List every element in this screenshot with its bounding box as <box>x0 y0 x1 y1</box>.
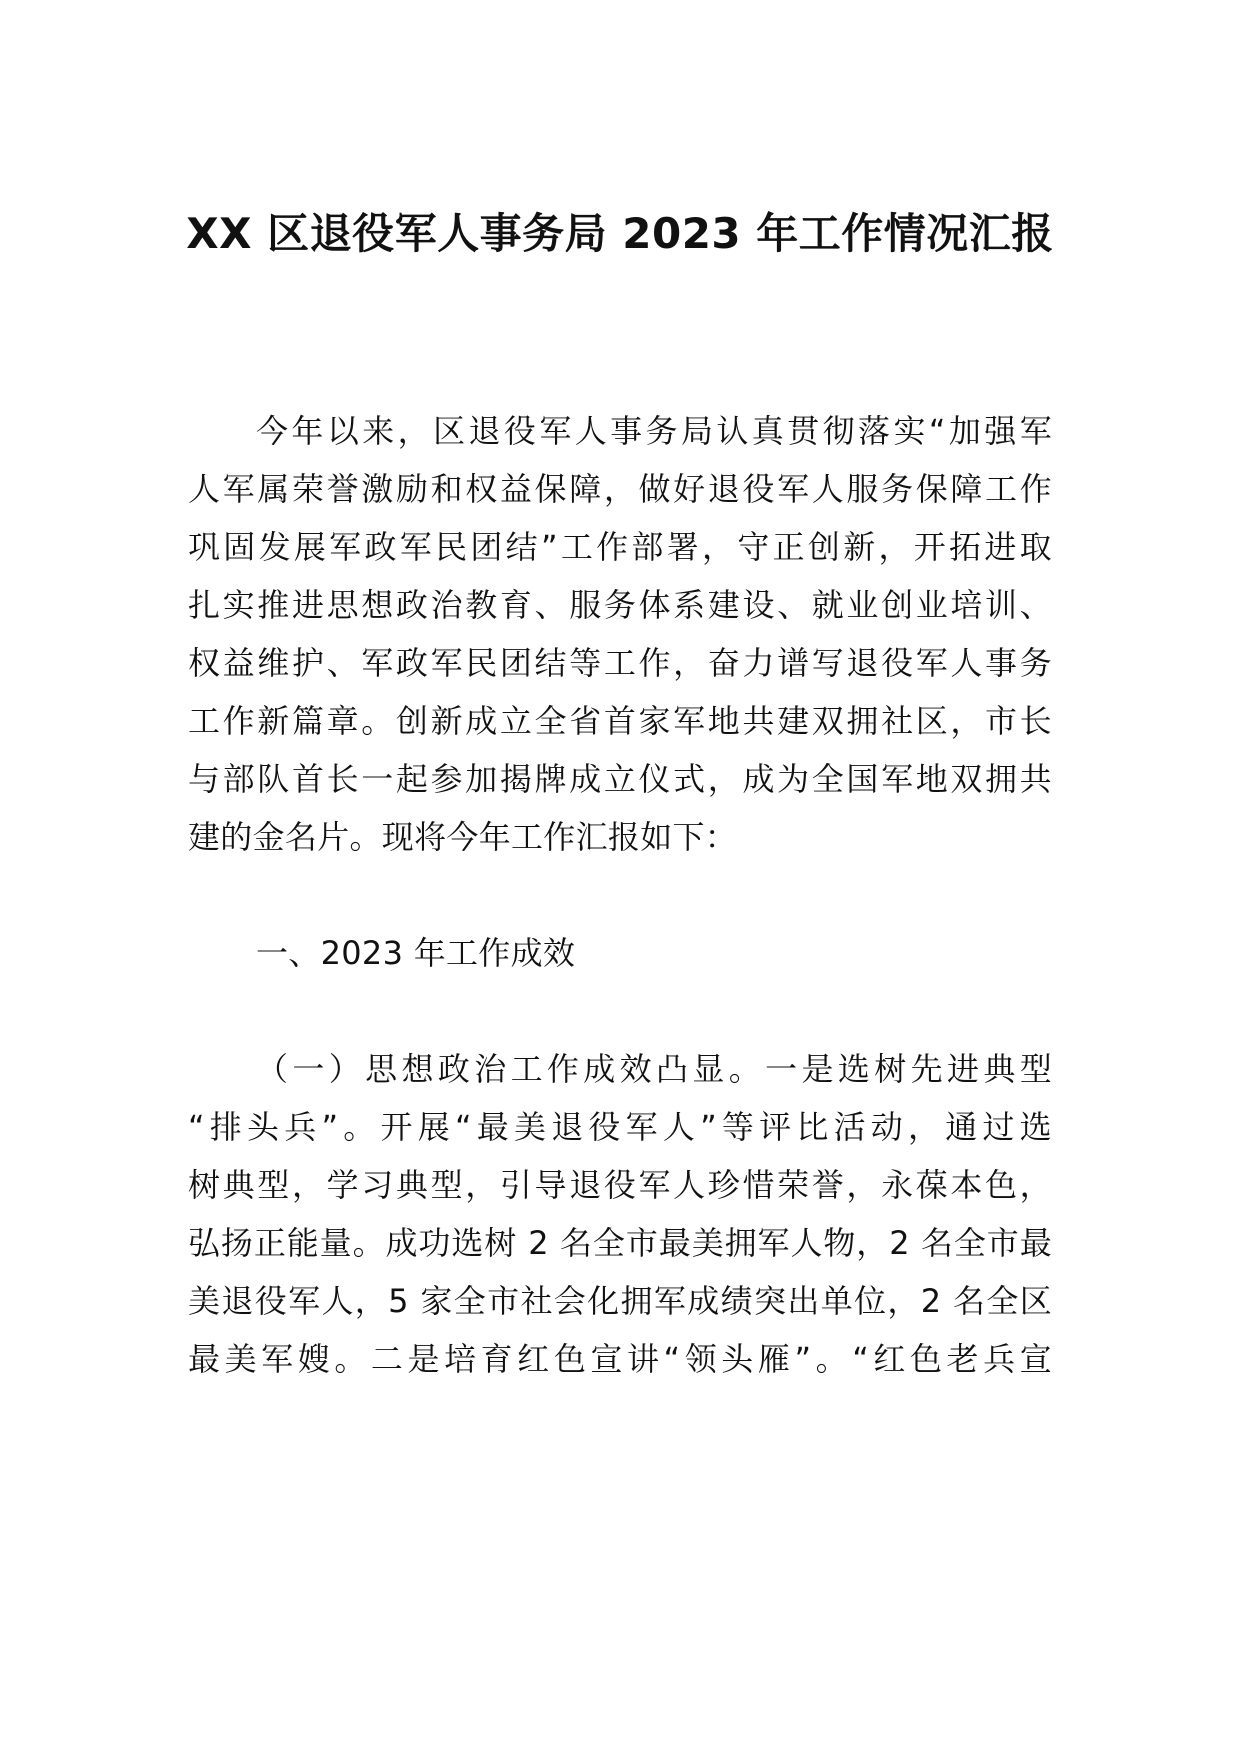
subsection-line-6: 最美军嫂。二是培育红色宣讲“领头雁”。“红色老兵宣 <box>188 1340 1052 1378</box>
intro-line-3: 巩固发展军政军民团结”工作部署，守正创新，开拓进取 <box>188 528 1052 566</box>
intro-line-4: 扎实推进思想政治教育、服务体系建设、就业创业培训、 <box>188 586 1052 624</box>
intro-line-2: 人军属荣誉激励和权益保障，做好退役军人服务保障工作 <box>188 470 1052 508</box>
subsection-line-4: 弘扬正能量。成功选树 2 名全市最美拥军人物，2 名全市最 <box>188 1224 1052 1262</box>
subsection-line-1: （一）思想政治工作成效凸显。一是选树先进典型 <box>256 1050 1052 1088</box>
subsection-line-3: 树典型，学习典型，引导退役军人珍惜荣誉，永葆本色， <box>188 1166 1052 1204</box>
intro-line-5: 权益维护、军政军民团结等工作，奋力谱写退役军人事务 <box>188 644 1052 682</box>
document-title: XX 区退役军人事务局 2023 年工作情况汇报 <box>186 209 1054 258</box>
intro-line-1: 今年以来，区退役军人事务局认真贯彻落实“加强军 <box>256 412 1052 450</box>
subsection-line-2: “排头兵”。开展“最美退役军人”等评比活动，通过选 <box>188 1108 1052 1146</box>
intro-line-8: 建的金名片。现将今年工作汇报如下： <box>188 818 738 856</box>
section-heading: 一、2023 年工作成效 <box>256 934 576 972</box>
subsection-line-5: 美退役军人，5 家全市社会化拥军成绩突出单位，2 名全区 <box>188 1282 1052 1320</box>
intro-line-7: 与部队首长一起参加揭牌成立仪式，成为全国军地双拥共 <box>188 760 1052 798</box>
intro-line-6: 工作新篇章。创新成立全省首家军地共建双拥社区，市长 <box>188 702 1052 740</box>
